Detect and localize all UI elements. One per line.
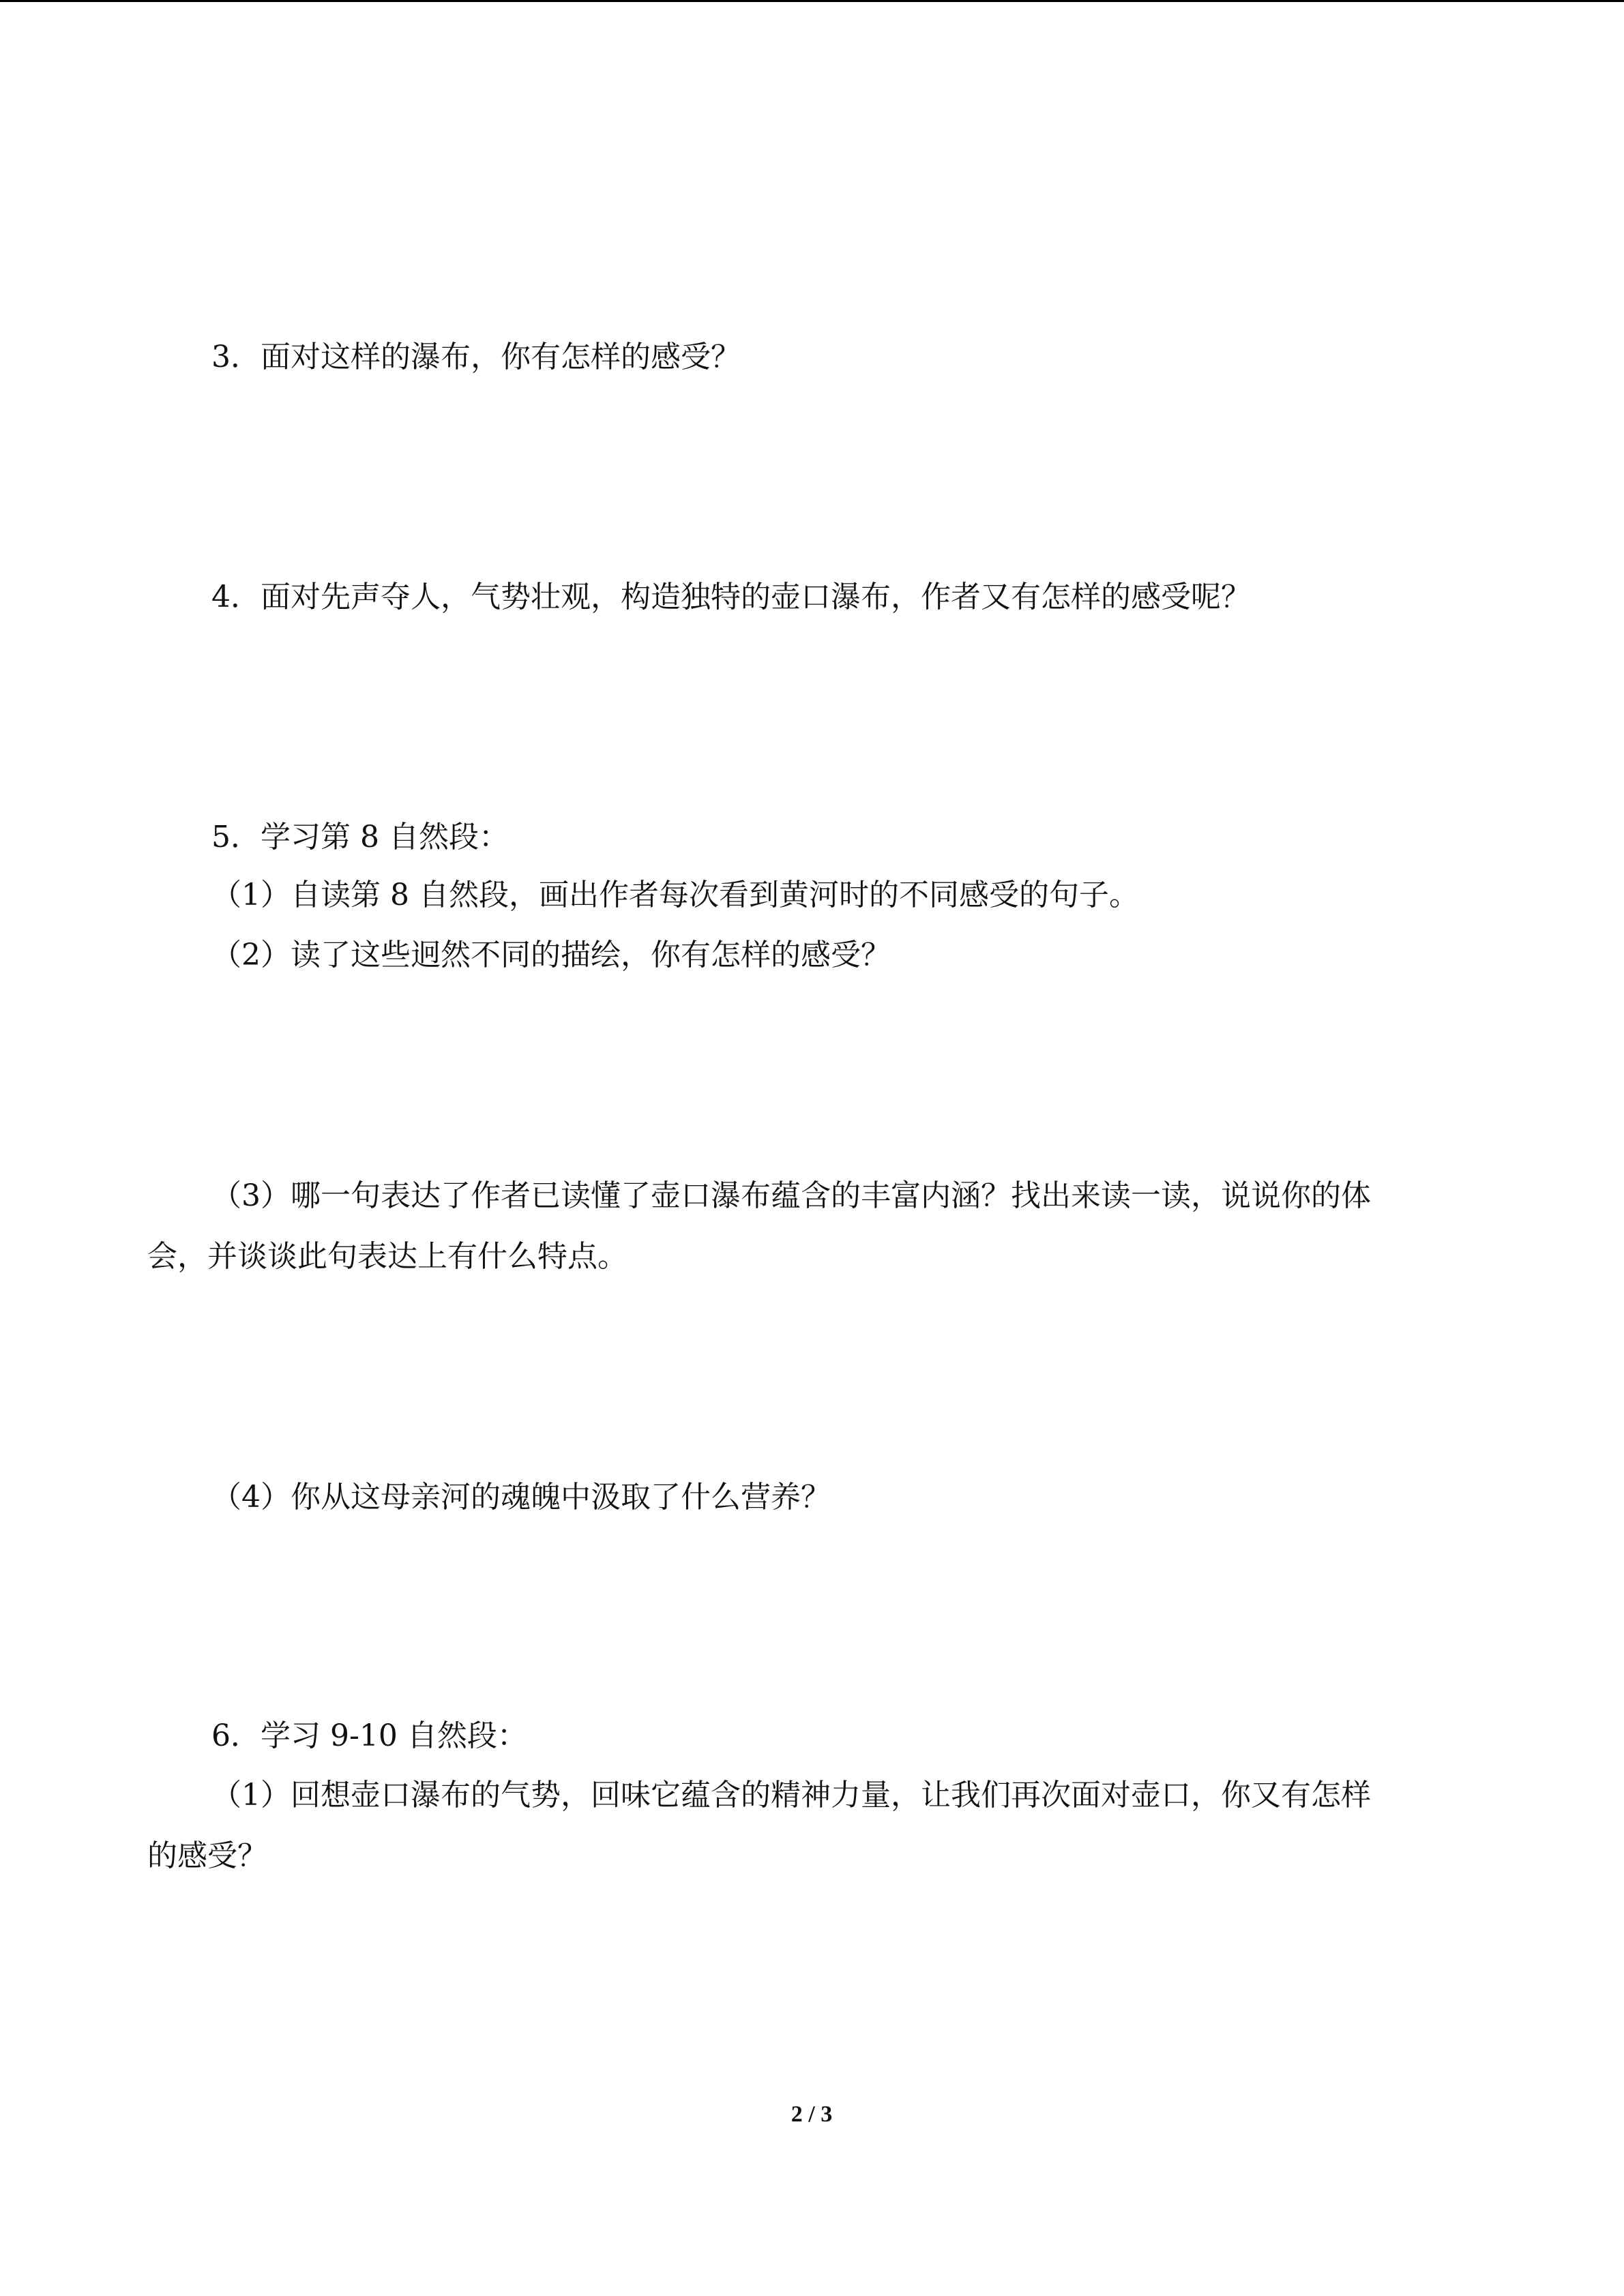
question-5: 5．学习第 8 自然段： bbox=[211, 820, 509, 854]
page-number: 2 / 3 bbox=[791, 2102, 833, 2127]
question-6-item-1: （1）回想壶口瀑布的气势，回味它蕴含的精神力量，让我们再次面对壶口，你又有怎样 bbox=[211, 1778, 1371, 1813]
question-5-item-2: （2）读了这些迥然不同的描绘，你有怎样的感受？ bbox=[211, 938, 891, 972]
question-4: 4．面对先声夺人，气势壮观，构造独特的壶口瀑布，作者又有怎样的感受呢？ bbox=[211, 580, 1251, 614]
question-5-item-3: （3）哪一句表达了作者已读懂了壶口瀑布蕴含的丰富内涵？找出来读一读，说说你的体 bbox=[211, 1178, 1371, 1213]
question-5-item-4: （4）你从这母亲河的魂魄中汲取了什么营养？ bbox=[211, 1480, 831, 1515]
question-5-item-1: （1）自读第 8 自然段，画出作者每次看到黄河时的不同感受的句子。 bbox=[211, 878, 1139, 912]
question-3: 3．面对这样的瀑布，你有怎样的感受？ bbox=[211, 340, 741, 374]
top-border-line bbox=[0, 0, 1624, 2]
question-5-item-3-continuation: 会，并谈谈此句表达上有什么特点。 bbox=[147, 1239, 628, 1274]
question-6: 6．学习 9-10 自然段： bbox=[211, 1718, 527, 1753]
question-6-item-1-continuation: 的感受？ bbox=[147, 1838, 267, 1873]
